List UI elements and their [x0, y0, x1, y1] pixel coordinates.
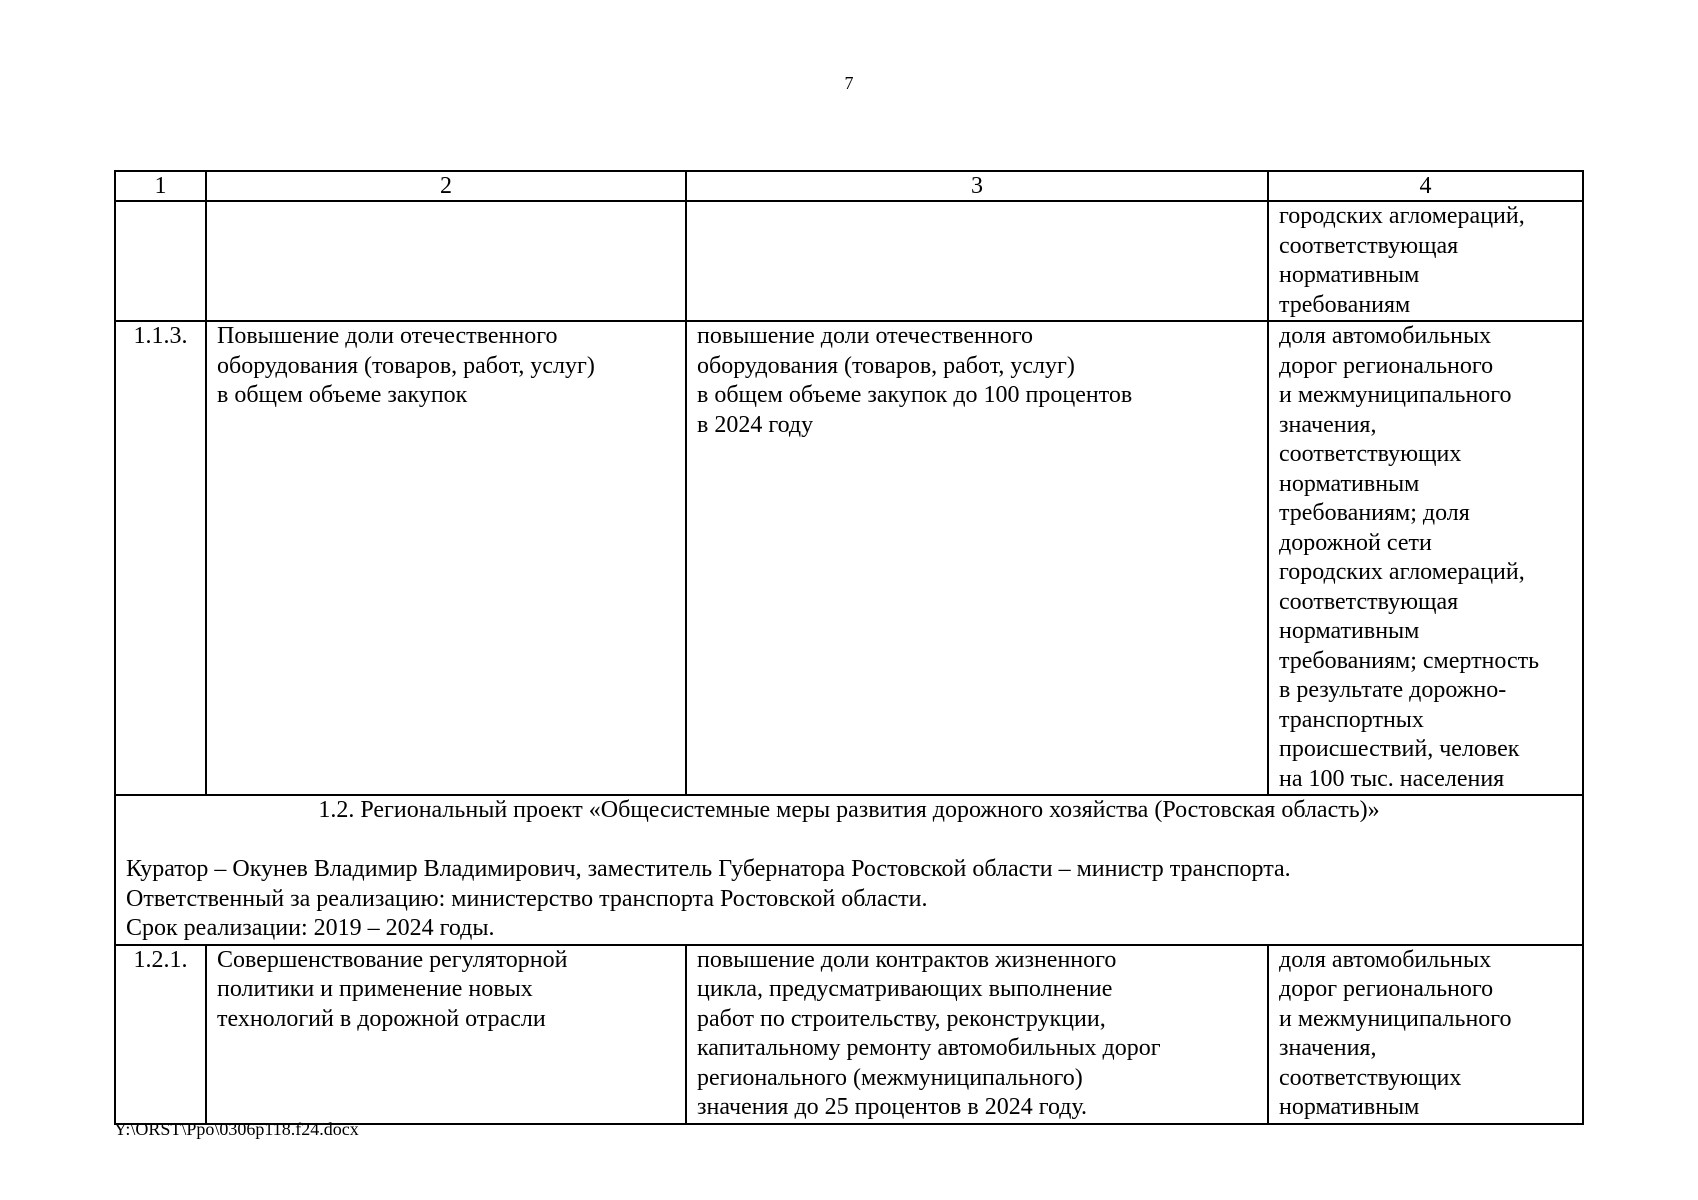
header-cell-2: 2: [206, 171, 686, 201]
table-row-1-2-1: [115, 945, 1583, 1124]
cell-line: технологий в дорожной отрасли: [217, 1005, 546, 1032]
cell-line: в общем объеме закупок: [217, 382, 468, 408]
cell-line: происшествий, человек: [1279, 736, 1520, 762]
cell-line: оборудования (товаров, работ, услуг): [217, 352, 595, 379]
cell-line: дорог регионального: [1279, 976, 1494, 1002]
cell-line: нормативным: [1279, 1094, 1420, 1120]
section-curator: Куратор – Окунев Владимир Владимирович, заместитель Губернатора Ростовской области – министр транспорта.: [126, 856, 1291, 882]
cell-line: и межмуниципального: [1279, 382, 1512, 408]
cell-line: Совершенствование регуляторной: [217, 946, 568, 973]
document-table: [114, 170, 1584, 1125]
cell-line: регионального (межмуниципального): [697, 1064, 1083, 1091]
cell-line: доля автомобильных: [1279, 323, 1492, 349]
table-header-row: [115, 171, 1583, 201]
cell-line: требованиям; доля: [1279, 500, 1470, 526]
section-spacer: [126, 826, 1572, 856]
cell-line: доля автомобильных: [1279, 946, 1492, 973]
table-row-section-1-2: [115, 795, 1583, 945]
cell-line: значения,: [1279, 1035, 1377, 1061]
cell-line: нормативным: [1279, 262, 1420, 288]
continuation-col4-cell: [1268, 201, 1583, 321]
row-1-1-3-title-cell: [206, 321, 686, 795]
cell-line: политики и применение новых: [217, 976, 533, 1002]
table-row-1-1-3: [115, 321, 1583, 795]
section-title: 1.2. Региональный проект «Общесистемные меры развития дорожного хозяйства (Ростовская область)»: [318, 797, 1380, 823]
header-cell-4: 4: [1268, 171, 1583, 201]
cell-line: требованиям; смертность: [1279, 647, 1540, 674]
cell-line: оборудования (товаров, работ, услуг): [697, 352, 1075, 379]
cell-line: соответствующая: [1279, 232, 1459, 259]
cell-line: соответствующих: [1279, 441, 1462, 467]
section-responsible: Ответственный за реализацию: министерство транспорта Ростовской области.: [126, 885, 928, 912]
row-number: 1.1.3.: [115, 321, 206, 795]
cell-line: дорог регионального: [1279, 352, 1494, 379]
table-row-continuation: [115, 201, 1583, 321]
row-1-1-3-indicator-cell: [1268, 321, 1583, 795]
section-1-2-cell: [115, 795, 1583, 945]
cell-line: и межмуниципального: [1279, 1005, 1512, 1032]
footer-file-path: Y:\ORST\Ppo\0306p118.f24.docx: [114, 1119, 359, 1139]
cell-line: соответствующих: [1279, 1064, 1462, 1091]
row-1-2-1-result-cell: [686, 945, 1268, 1124]
cell-line: дорожной сети: [1279, 529, 1432, 556]
row-number: 1.2.1.: [115, 945, 206, 1124]
cell-line: нормативным: [1279, 618, 1420, 644]
cell-line: нормативным: [1279, 470, 1420, 497]
cell-line: городских агломераций,: [1279, 559, 1525, 585]
cell-line: работ по строительству, реконструкции,: [697, 1005, 1106, 1032]
cell-line: значения,: [1279, 411, 1377, 438]
cell-line: цикла, предусматривающих выполнение: [697, 976, 1113, 1002]
section-term: Срок реализации: 2019 – 2024 годы.: [126, 915, 495, 941]
header-cell-1: 1: [115, 171, 206, 201]
page-number: 7: [844, 73, 854, 93]
continuation-num-cell: [115, 201, 206, 321]
cell-line: повышение доли контрактов жизненного: [697, 946, 1117, 973]
row-1-2-1-indicator-cell: [1268, 945, 1583, 1124]
row-1-2-1-title-cell: [206, 945, 686, 1124]
cell-line: капитальному ремонту автомобильных дорог: [697, 1035, 1161, 1061]
cell-line: соответствующая: [1279, 588, 1459, 615]
cell-line: значения до 25 процентов в 2024 году.: [697, 1094, 1088, 1120]
continuation-col2-cell: [206, 201, 686, 321]
cell-line: в 2024 году: [697, 411, 814, 438]
cell-line: в общем объеме закупок до 100 процентов: [697, 382, 1133, 408]
cell-line: в результате дорожно-: [1279, 677, 1507, 703]
cell-line: транспортных: [1279, 706, 1424, 733]
header-cell-3: 3: [686, 171, 1268, 201]
cell-line: на 100 тыс. населения: [1279, 765, 1505, 792]
cell-line: Повышение доли отечественного: [217, 323, 558, 349]
cell-line: повышение доли отечественного: [697, 323, 1033, 349]
continuation-col3-cell: [686, 201, 1268, 321]
row-1-1-3-result-cell: [686, 321, 1268, 795]
cell-line: требованиям: [1279, 291, 1411, 318]
cell-line: городских агломераций,: [1279, 203, 1525, 229]
